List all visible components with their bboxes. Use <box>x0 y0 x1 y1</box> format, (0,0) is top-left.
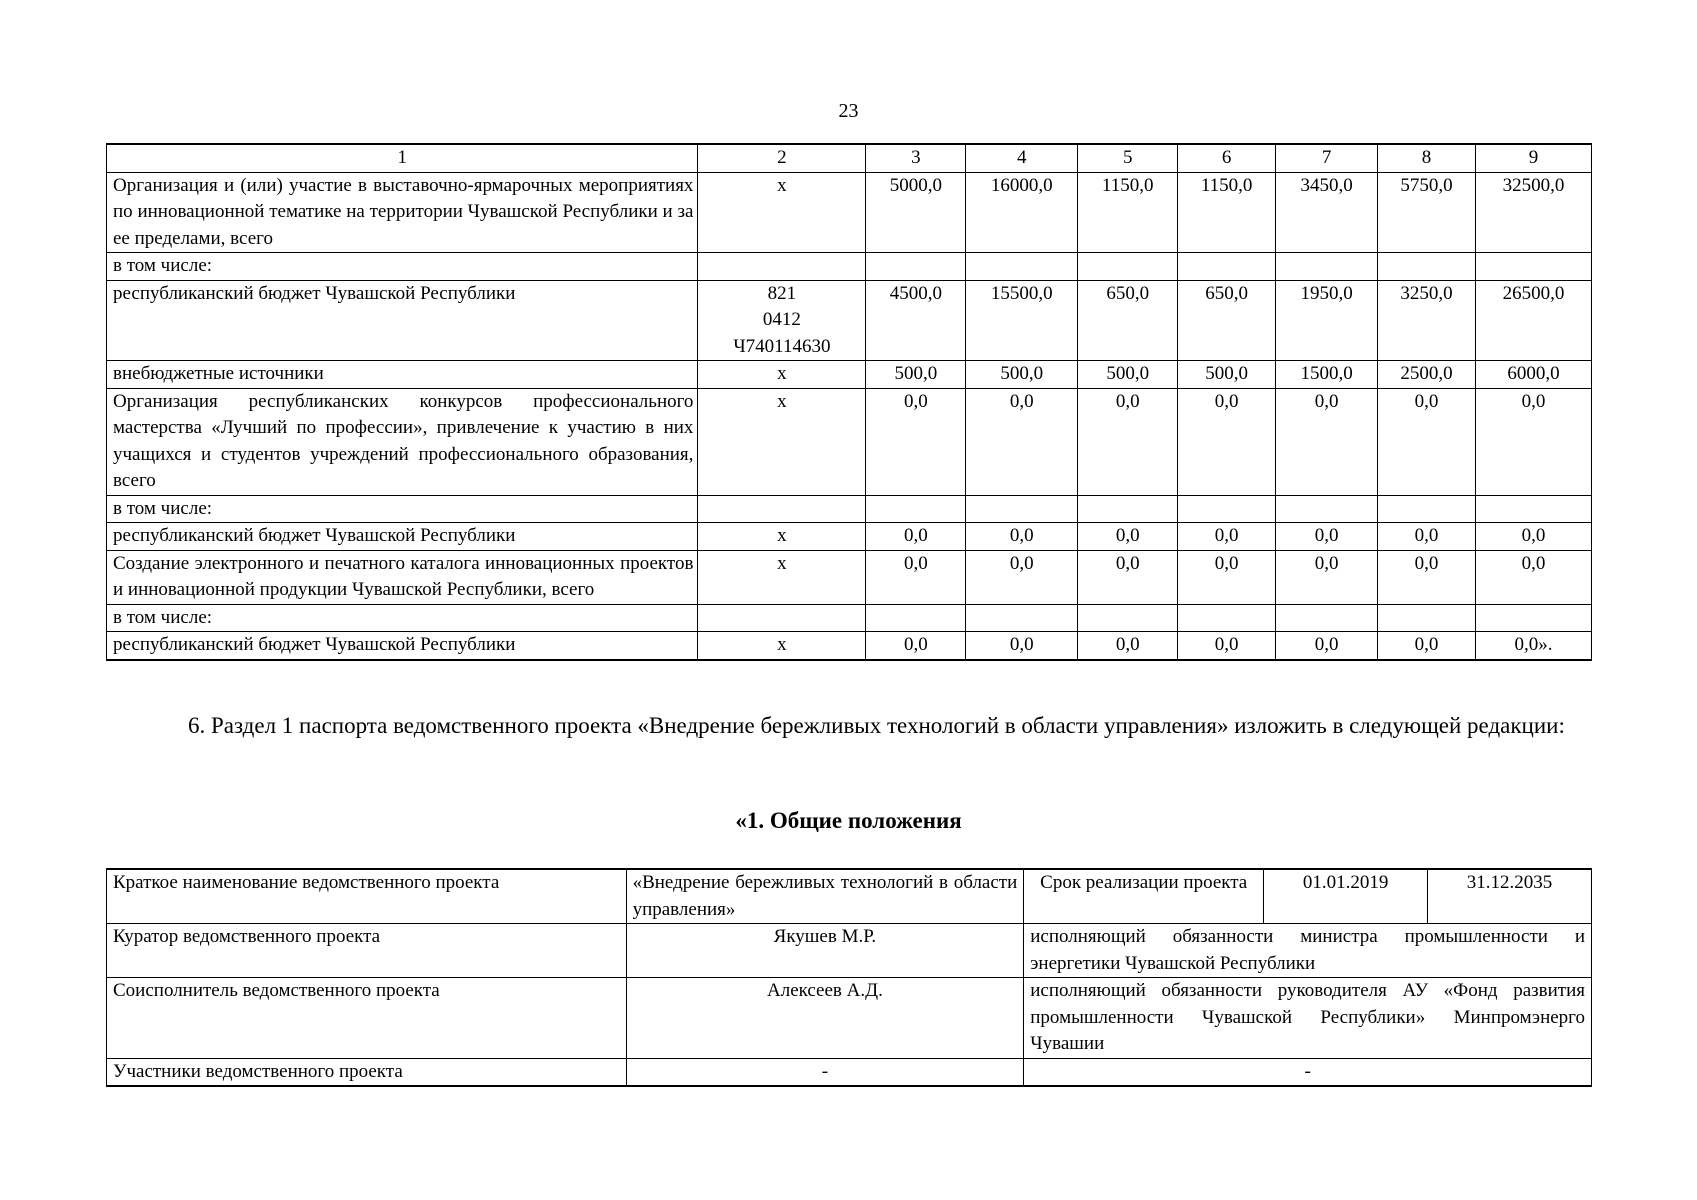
amount-cell: 0,0 <box>866 523 966 551</box>
page-number: 23 <box>838 100 859 122</box>
table-row <box>107 550 1592 604</box>
amount-cell: 4500,0 <box>866 280 966 361</box>
amount-cell: 0,0 <box>966 388 1078 495</box>
finance-table <box>106 143 1592 661</box>
column-number-header: 7 <box>1276 144 1378 172</box>
row-label: Создание электронного и печатного каталога инновационных проектов и инновационной продукции Чувашской Республики, всего <box>107 550 698 604</box>
column-number-header: 9 <box>1475 144 1591 172</box>
amount-cell: 650,0 <box>1178 280 1276 361</box>
amount-cell: 0,0 <box>966 632 1078 660</box>
amount-cell: 0,0 <box>1276 523 1378 551</box>
row-label: Организация республиканских конкурсов профессионального мастерства «Лучший по профессии», привлечение к участию в них учащихся и студентов учреждений профессионального образования, всего <box>107 388 698 495</box>
amount-cell: 5000,0 <box>866 172 966 253</box>
amount-cell: 16000,0 <box>966 172 1078 253</box>
passport-row-curator <box>107 924 1592 978</box>
amount-cell: 0,0 <box>966 550 1078 604</box>
amount-cell: 0,0 <box>1378 388 1476 495</box>
amount-cell <box>1276 604 1378 632</box>
amount-cell <box>966 253 1078 281</box>
column-number-header: 3 <box>866 144 966 172</box>
budget-code: x <box>698 361 866 389</box>
amount-cell: 500,0 <box>1078 361 1178 389</box>
table-row <box>107 523 1592 551</box>
table-row <box>107 172 1592 253</box>
amount-cell <box>866 253 966 281</box>
amount-cell: 0,0 <box>1178 388 1276 495</box>
amount-cell <box>1078 253 1178 281</box>
table-row <box>107 632 1592 660</box>
row-label: внебюджетные источники <box>107 361 698 389</box>
amount-cell: 5750,0 <box>1378 172 1476 253</box>
table-row <box>107 361 1592 389</box>
amount-cell: 1150,0 <box>1178 172 1276 253</box>
amount-cell: 0,0 <box>1276 632 1378 660</box>
amount-cell: 0,0». <box>1475 632 1591 660</box>
row-label: в том числе: <box>107 495 698 523</box>
amount-cell: 0,0 <box>1378 523 1476 551</box>
amount-cell <box>1475 253 1591 281</box>
passport-table <box>106 868 1592 1087</box>
amount-cell <box>1078 604 1178 632</box>
amount-cell <box>1178 604 1276 632</box>
amount-cell: 650,0 <box>1078 280 1178 361</box>
amount-cell: 0,0 <box>866 550 966 604</box>
amount-cell: 0,0 <box>1078 388 1178 495</box>
table-row <box>107 495 1592 523</box>
term-end: 31.12.2035 <box>1428 869 1592 924</box>
participants-label: Участники ведомственного проекта <box>107 1058 627 1086</box>
table-row <box>107 388 1592 495</box>
amount-cell <box>1475 495 1591 523</box>
coexecutor-label: Соисполнитель ведомственного проекта <box>107 978 627 1059</box>
amount-cell <box>1078 495 1178 523</box>
amount-cell: 0,0 <box>1378 632 1476 660</box>
row-label: в том числе: <box>107 253 698 281</box>
table-header-row <box>107 144 1592 172</box>
budget-code <box>698 495 866 523</box>
budget-code <box>698 253 866 281</box>
table-row <box>107 604 1592 632</box>
row-label: республиканский бюджет Чувашской Республики <box>107 280 698 361</box>
passport-row-participants <box>107 1058 1592 1086</box>
amount-cell: 3250,0 <box>1378 280 1476 361</box>
amount-cell: 0,0 <box>1378 550 1476 604</box>
amount-cell: 2500,0 <box>1378 361 1476 389</box>
amount-cell <box>866 495 966 523</box>
coexecutor-position: исполняющий обязанности руководителя АУ «Фонд развития промышленности Чувашской Республики» Минпромэнерго Чувашии <box>1024 978 1592 1059</box>
amount-cell <box>1276 253 1378 281</box>
amount-cell: 0,0 <box>1078 632 1178 660</box>
column-number-header: 2 <box>698 144 866 172</box>
amount-cell: 15500,0 <box>966 280 1078 361</box>
amount-cell: 0,0 <box>866 632 966 660</box>
budget-code: x <box>698 172 866 253</box>
amount-cell <box>966 495 1078 523</box>
amount-cell <box>1378 604 1476 632</box>
column-number-header: 1 <box>107 144 698 172</box>
amount-cell: 0,0 <box>1178 550 1276 604</box>
amount-cell: 1150,0 <box>1078 172 1178 253</box>
amount-cell: 0,0 <box>1078 550 1178 604</box>
budget-code: x <box>698 550 866 604</box>
amount-cell <box>866 604 966 632</box>
amount-cell: 0,0 <box>866 388 966 495</box>
curator-name: Якушев М.Р. <box>626 924 1024 978</box>
budget-code <box>698 604 866 632</box>
column-number-header: 6 <box>1178 144 1276 172</box>
passport-row-short-name <box>107 869 1592 924</box>
amount-cell: 26500,0 <box>1475 280 1591 361</box>
column-number-header: 4 <box>966 144 1078 172</box>
instruction-paragraph: 6. Раздел 1 паспорта ведомственного проекта «Внедрение бережливых технологий в области управления» изложить в следующей редакции: <box>188 713 1565 738</box>
amount-cell <box>1378 253 1476 281</box>
amount-cell: 500,0 <box>966 361 1078 389</box>
amount-cell: 0,0 <box>1475 523 1591 551</box>
amount-cell <box>1178 495 1276 523</box>
short-name-value: «Внедрение бережливых технологий в области управления» <box>626 869 1024 924</box>
row-label: в том числе: <box>107 604 698 632</box>
amount-cell <box>1178 253 1276 281</box>
amount-cell: 0,0 <box>966 523 1078 551</box>
row-label: Организация и (или) участие в выставочно-ярмарочных мероприятиях по инновационной тематике на территории Чувашской Республики и за ее пределами, всего <box>107 172 698 253</box>
amount-cell: 0,0 <box>1178 523 1276 551</box>
term-label: Срок реализации проекта <box>1024 869 1264 924</box>
participants-position: - <box>1024 1058 1592 1086</box>
budget-code: 821 0412 Ч740114630 <box>698 280 866 361</box>
table-row <box>107 253 1592 281</box>
passport-row-coexecutor <box>107 978 1592 1059</box>
table-row <box>107 280 1592 361</box>
amount-cell: 500,0 <box>866 361 966 389</box>
amount-cell: 0,0 <box>1276 550 1378 604</box>
curator-label: Куратор ведомственного проекта <box>107 924 627 978</box>
amount-cell: 0,0 <box>1276 388 1378 495</box>
amount-cell: 0,0 <box>1475 550 1591 604</box>
amount-cell: 32500,0 <box>1475 172 1591 253</box>
participants-name: - <box>626 1058 1024 1086</box>
amount-cell: 0,0 <box>1475 388 1591 495</box>
amount-cell: 3450,0 <box>1276 172 1378 253</box>
short-name-label: Краткое наименование ведомственного проекта <box>107 869 627 924</box>
term-start: 01.01.2019 <box>1264 869 1428 924</box>
amount-cell: 1950,0 <box>1276 280 1378 361</box>
amount-cell: 500,0 <box>1178 361 1276 389</box>
budget-code: x <box>698 523 866 551</box>
curator-position: исполняющий обязанности министра промышленности и энергетики Чувашской Республики <box>1024 924 1592 978</box>
amount-cell <box>1378 495 1476 523</box>
amount-cell <box>1276 495 1378 523</box>
budget-code: x <box>698 632 866 660</box>
amount-cell: 1500,0 <box>1276 361 1378 389</box>
budget-code: x <box>698 388 866 495</box>
row-label: республиканский бюджет Чувашской Республики <box>107 632 698 660</box>
amount-cell: 6000,0 <box>1475 361 1591 389</box>
amount-cell: 0,0 <box>1078 523 1178 551</box>
amount-cell <box>966 604 1078 632</box>
row-label: республиканский бюджет Чувашской Республики <box>107 523 698 551</box>
column-number-header: 8 <box>1378 144 1476 172</box>
column-number-header: 5 <box>1078 144 1178 172</box>
coexecutor-name: Алексеев А.Д. <box>626 978 1024 1059</box>
amount-cell: 0,0 <box>1178 632 1276 660</box>
section-title: «1. Общие положения <box>735 808 962 833</box>
amount-cell <box>1475 604 1591 632</box>
